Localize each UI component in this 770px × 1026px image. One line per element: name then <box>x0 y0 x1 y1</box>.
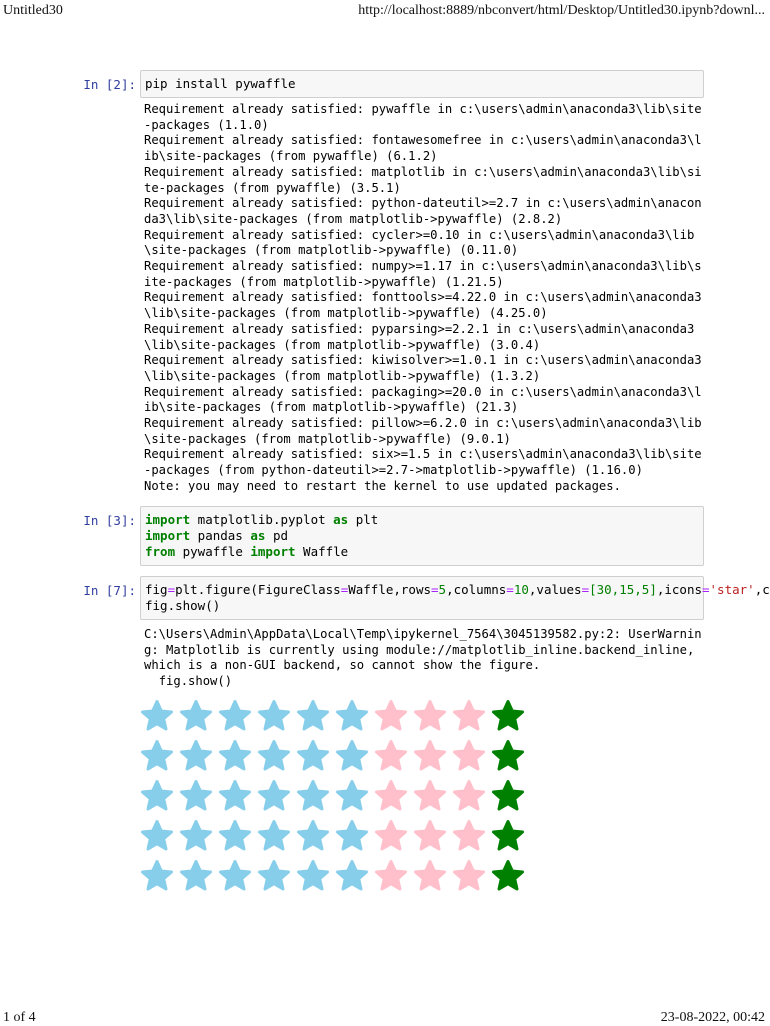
waffle-star-icon <box>492 700 524 732</box>
waffle-star-icon <box>492 820 524 852</box>
waffle-star-icon <box>453 780 485 812</box>
waffle-star-icon <box>258 700 290 732</box>
waffle-star-icon <box>453 700 485 732</box>
waffle-star-icon <box>141 780 173 812</box>
code-number: [30,15,5] <box>589 582 657 597</box>
code-string: 'star' <box>709 582 755 597</box>
code-input-area[interactable] <box>140 576 770 620</box>
code-keyword: as <box>250 528 266 543</box>
waffle-star-icon <box>453 860 485 892</box>
code-keyword: as <box>333 512 349 527</box>
waffle-star-icon <box>297 700 329 732</box>
waffle-star-icon <box>336 860 368 892</box>
code-token: ,values <box>528 582 582 597</box>
cell-prompt: In [7]: <box>83 583 136 598</box>
page-header-title: Untitled30 <box>3 3 63 18</box>
cell-prompt: In [3]: <box>83 513 136 528</box>
waffle-star-icon <box>297 740 329 772</box>
code-number: 5 <box>438 582 447 597</box>
waffle-star-icon <box>414 700 446 732</box>
waffle-star-icon <box>180 740 212 772</box>
waffle-star-icon <box>258 860 290 892</box>
waffle-star-icon <box>219 740 251 772</box>
waffle-star-icon <box>180 780 212 812</box>
code-token: Waffle <box>295 544 349 559</box>
code-token: plt <box>175 582 198 597</box>
code-token: pywaffle <box>175 544 251 559</box>
waffle-star-icon <box>180 860 212 892</box>
waffle-star-icon <box>414 740 446 772</box>
waffle-star-icon <box>141 740 173 772</box>
waffle-star-icon <box>258 740 290 772</box>
waffle-star-icon <box>297 860 329 892</box>
waffle-star-icon <box>375 820 407 852</box>
code-token: matplotlib.pyplot <box>190 512 334 527</box>
code-token: ,icons <box>656 582 702 597</box>
waffle-chart <box>141 700 541 900</box>
code-keyword: import <box>250 544 296 559</box>
waffle-star-icon <box>414 820 446 852</box>
cell-output-warning: C:\Users\Admin\AppData\Local\Temp\ipykernel_7564\3045139582.py:2: UserWarning: Matplotlib is currently using module://matplotlib_inline.backend_inline, which is a non-GUI backend, so cannot show the figure. fig.show() <box>144 627 702 689</box>
code-text: pip install pywaffle <box>145 76 296 91</box>
code-token: .figure(FigureClass <box>197 582 341 597</box>
waffle-star-icon <box>297 820 329 852</box>
code-token: ,columns <box>446 582 507 597</box>
page-header-url: http://localhost:8889/nbconvert/html/Desktop/Untitled30.ipynb?downl... <box>358 3 765 18</box>
waffle-star-icon <box>258 780 290 812</box>
waffle-star-icon <box>414 780 446 812</box>
waffle-star-icon <box>336 820 368 852</box>
waffle-star-icon <box>141 860 173 892</box>
waffle-star-icon <box>219 780 251 812</box>
code-number: 10 <box>513 582 529 597</box>
waffle-star-icon <box>180 820 212 852</box>
waffle-star-icon <box>453 820 485 852</box>
waffle-star-icon <box>375 700 407 732</box>
waffle-star-icon <box>336 780 368 812</box>
waffle-star-icon <box>219 700 251 732</box>
waffle-star-icon <box>375 740 407 772</box>
code-token: fig.show() <box>145 598 221 613</box>
code-token: Waffle,rows <box>348 582 432 597</box>
waffle-star-icon <box>141 820 173 852</box>
waffle-star-icon <box>492 860 524 892</box>
code-keyword: from <box>145 544 176 559</box>
cell-prompt: In [2]: <box>83 77 136 92</box>
waffle-star-icon <box>219 860 251 892</box>
waffle-star-icon <box>219 820 251 852</box>
code-token: plt <box>348 512 379 527</box>
waffle-star-icon <box>141 700 173 732</box>
code-input-area[interactable] <box>140 70 704 98</box>
code-text <box>141 507 703 565</box>
code-token: fig <box>145 582 168 597</box>
waffle-star-icon <box>375 860 407 892</box>
code-token: ,c <box>754 582 770 597</box>
waffle-star-icon <box>180 700 212 732</box>
code-keyword: import <box>145 528 191 543</box>
code-input-area[interactable] <box>140 506 704 566</box>
waffle-star-icon <box>258 820 290 852</box>
waffle-star-icon <box>453 740 485 772</box>
code-text: fig=plt.figure(FigureClass=Waffle,rows=5,columns=10,values=[30,15,5],icons='star',c fig.show() <box>145 582 770 613</box>
code-token: pd <box>265 528 289 543</box>
waffle-star-icon <box>492 740 524 772</box>
waffle-star-icon <box>414 860 446 892</box>
waffle-star-icon <box>297 780 329 812</box>
waffle-star-icon <box>492 780 524 812</box>
waffle-star-icon <box>336 740 368 772</box>
code-keyword: import <box>145 512 191 527</box>
code-token: pandas <box>190 528 251 543</box>
waffle-star-icon <box>336 700 368 732</box>
page-footer-datetime: 23-08-2022, 00:42 <box>660 1010 765 1025</box>
cell-output-pip: Requirement already satisfied: pywaffle in c:\users\admin\anaconda3\lib\site-packages (1.1.0) Requirement already satisfied: fontawesomefree in c:\users\admin\anaconda3\lib\site-packages (from pywaffle) (6.1.2) Requirement already satisfied: matplotlib in c:\users\admin\anaconda3\lib\site-packages (from pywaffle) (3.5.1) Requirement already satisfied: python-dateutil>=2.7 in c:\users\admin\anaconda3\lib\site-packages (from matplotlib->pywaffle) (2.8.2) Requirement already satisfied: cycler>=0.10 in c:\users\admin\anaconda3\lib\site-packages (from matplotlib->pywaffle) (0.11.0) Requirement already satisfied: numpy>=1.17 in c:\users\admin\anaconda3\lib\site-packages (from matplotlib->pywaffle) (1.21.5) Requirement already satisfied: fonttools>=4.22.0 in c:\users\admin\anaconda3\lib\site-packages (from matplotlib->pywaffle) (4.25.0) Requirement already satisfied: pyparsing>=2.2.1 in c:\users\admin\anaconda3\lib\site-packages (from matplotlib->pywaffle) (3.0.4) Requirement already satisfied: kiwisolver>=1.0.1 in c:\users\admin\anaconda3\lib\site-packages (from matplotlib->pywaffle) (1.3.2) Requirement already satisfied: packaging>=20.0 in c:\users\admin\anaconda3\lib\site-packages (from matplotlib->pywaffle) (21.3) Requirement already satisfied: pillow>=6.2.0 in c:\users\admin\anaconda3\lib\site-packages (from matplotlib->pywaffle) (9.0.1) Requirement already satisfied: six>=1.5 in c:\users\admin\anaconda3\lib\site-packages (from python-dateutil>=2.7->matplotlib->pywaffle) (1.16.0) Note: you may need to restart the kernel to use updated packages. <box>144 102 702 493</box>
waffle-star-icon <box>375 780 407 812</box>
page-footer-count: 1 of 4 <box>3 1010 36 1025</box>
